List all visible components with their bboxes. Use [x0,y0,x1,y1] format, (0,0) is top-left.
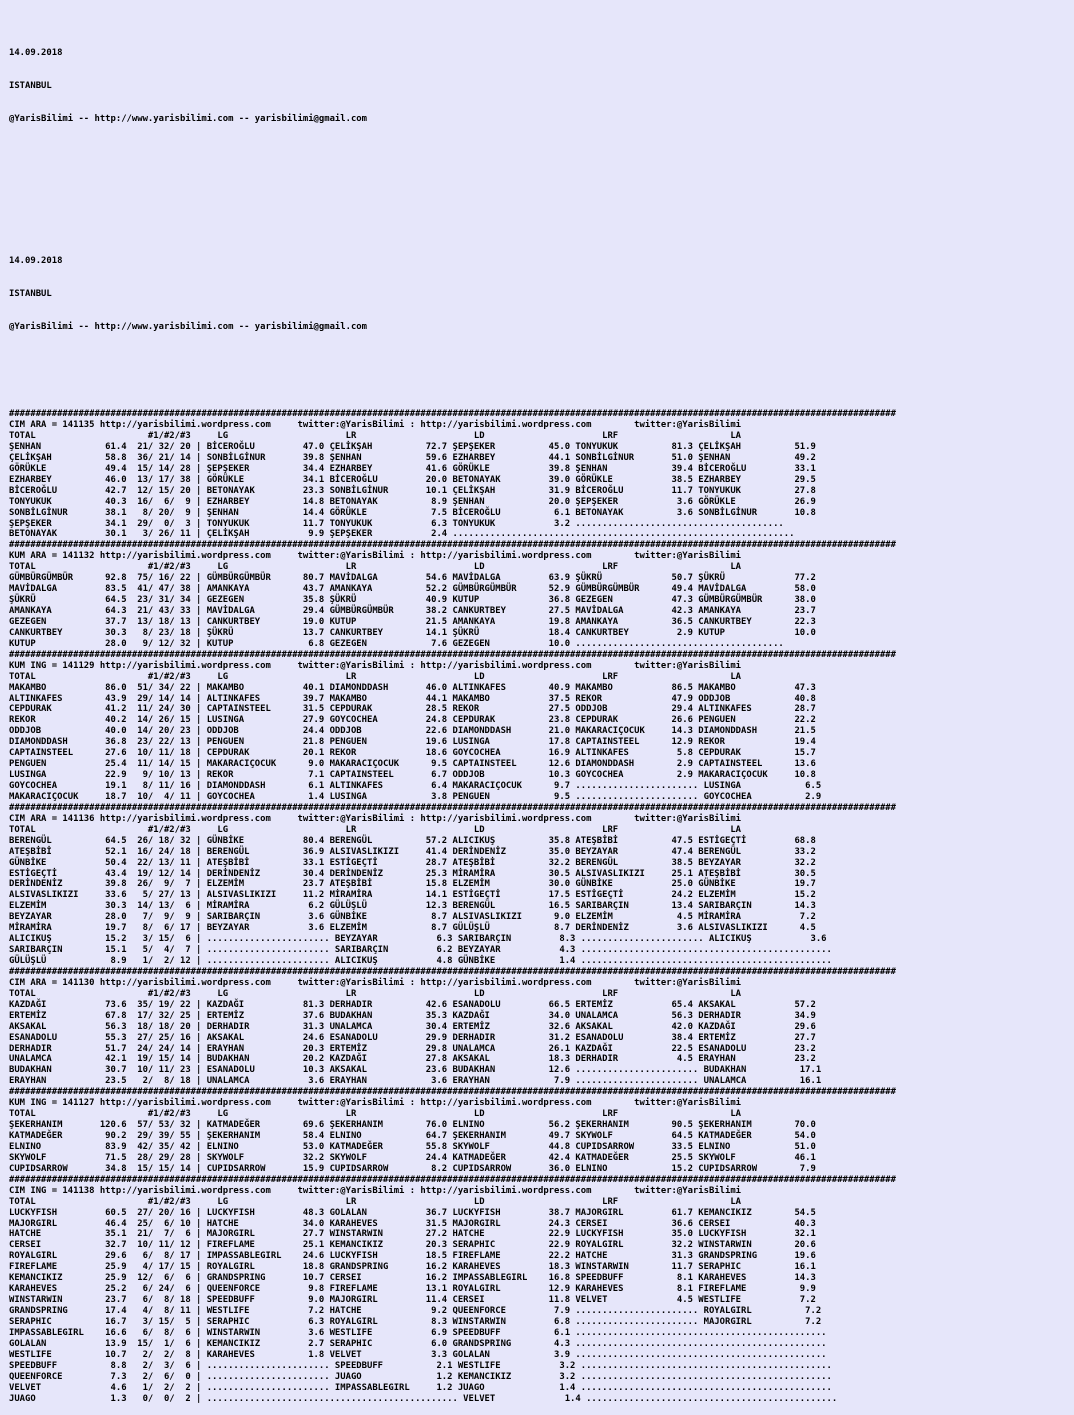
table-row: UNALAMCA 42.1 19/ 15/ 14 | BUDAKHAN 20.2 KAZDAĞI 27.8 AKSAKAL 18.3 DERHADIR 4.5 ERAYHAN 23.2 [9,1054,816,1065]
table-row: ERTEMİZ 67.8 17/ 32/ 25 | ERTEMİZ 37.6 BUDAKHAN 35.3 KAZDAĞI 34.0 UNALAMCA 56.3 DERHADIR 34.9 [9,1010,816,1021]
table-row: CUPIDSARROW 34.8 15/ 15/ 14 | CUPIDSARROW 15.9 CUPIDSARROW 8.2 CUPIDSARROW 36.0 ELNINO 15.2 CUPIDSARROW 7.9 [9,1163,816,1174]
table-row: DERİNDENİZ 39.8 26/ 9/ 7 | ELZEMİM 23.7 ATEŞBİBİ 15.8 ELZEMİM 30.0 GÜNBİKE 25.0 GÜNBİKE 19.7 [9,879,816,890]
table-row: GÜMBÜRGÜMBÜR 92.8 75/ 16/ 22 | GÜMBÜRGÜMBÜR 80.7 MAVİDALGA 54.6 MAVİDALGA 63.9 ŞÜKRÜ 50.7 ŞÜKRÜ 77.2 [9,573,816,584]
table-row: ALSIVASLIKIZI 33.6 5/ 27/ 13 | ALSIVASLIKIZI 11.2 MİRAMİRA 14.1 ESTİGEÇTİ 17.5 ESTİGEÇTİ 24.2 ELZEMİM 15.2 [9,890,816,901]
table-row: BİCEROĞLU 42.7 12/ 15/ 20 | BETONAYAK 23.3 SONBİLGİNUR 10.1 ÇELİKŞAH 31.9 BİCEROĞLU 11.7 TONYUKUK 27.8 [9,485,816,496]
table-row: ALTINKAFES 43.9 29/ 14/ 14 | ALTINKAFES 39.7 MAKAMBO 44.1 MAKAMBO 37.5 REKOR 47.9 ODDJOB 40.8 [9,693,816,704]
table-row: ATEŞBİBİ 52.1 16/ 24/ 18 | BERENGÜL 36.9 ALSIVASLIKIZI 41.4 DERİNDENİZ 35.0 BEYZAYAR 47.4 BERENGÜL 33.2 [9,846,816,857]
table-row: CAPTAINSTEEL 27.6 10/ 11/ 18 | CEPDURAK 20.1 REKOR 18.6 GOYCOCHEA 16.9 ALTINKAFES 5.8 CEPDURAK 15.7 [9,748,816,759]
column-headers: TOTAL #1/#2/#3 LG LR LD LRF LA [9,988,742,999]
race-section [9,540,1064,649]
separator-line: ###################################################################################################################################################################### [9,802,896,813]
table-row: KEMANCIKIZ 25.9 12/ 6/ 6 | GRANDSPRING 10.7 CERSEI 16.2 IMPASSABLEGIRL 16.8 SPEEDBUFF 8.1 KARAHEVES 14.3 [9,1273,816,1284]
column-headers: TOTAL #1/#2/#3 LG LR LD LRF LA [9,671,742,682]
table-row: ESANADOLU 55.3 27/ 25/ 16 | AKSAKAL 24.6 ESANADOLU 29.9 DERHADIR 31.2 ESANADOLU 38.4 ERTEMİZ 27.7 [9,1032,816,1043]
race-section [9,650,1064,803]
race-heading: KUM ING = 141127 http://yarisbilimi.wordpress.com twitter:@YarisBilimi : http://yarisbilimi.wordpress.com twitter:@YarisBilimi [9,1098,742,1109]
table-row: WINSTARWIN 23.7 6/ 8/ 18 | SPEEDBUFF 9.0 MAJORGIRL 11.4 CERSEI 11.8 VELVET 4.5 WESTLIFE 7.2 [9,1295,816,1306]
header-block-1 [9,26,1064,146]
table-row: BETONAYAK 30.1 3/ 26/ 11 | ÇELİKŞAH 9.9 ŞEPŞEKER 2.4 ................................................................ [9,529,795,540]
table-row: EZHARBEY 46.0 13/ 17/ 38 | GÖRÜKLE 34.1 BİCEROĞLU 20.0 BETONAYAK 39.0 GÖRÜKLE 38.5 EZHARBEY 29.5 [9,474,816,485]
table-row: GÖRÜKLE 49.4 15/ 14/ 28 | ŞEPŞEKER 34.4 EZHARBEY 41.6 GÖRÜKLE 39.8 ŞENHAN 39.4 BİCEROĞLU 33.1 [9,463,816,474]
table-row: SKYWOLF 71.5 28/ 29/ 28 | SKYWOLF 32.2 SKYWOLF 24.4 KATMADEĞER 42.4 KATMADEĞER 25.5 SKYWOLF 46.1 [9,1152,816,1163]
table-row: WESTLIFE 10.7 2/ 2/ 8 | KARAHEVES 1.8 VELVET 3.3 GOLALAN 3.9 ............................................... [9,1349,827,1360]
table-row: ELZEMİM 30.3 14/ 13/ 6 | MİRAMİRA 6.2 GÜLÜŞLÜ 12.3 BERENGÜL 16.5 SARIBARÇIN 13.4 SARIBARÇIN 14.3 [9,901,816,912]
race-heading: CIM ARA = 141136 http://yarisbilimi.wordpress.com twitter:@YarisBilimi : http://yarisbilimi.wordpress.com twitter:@YarisBilimi [9,813,742,824]
table-row: ŞENHAN 61.4 21/ 32/ 20 | BİCEROĞLU 47.0 ÇELİKŞAH 72.7 ŞEPŞEKER 45.0 TONYUKUK 81.3 ÇELİKŞAH 51.9 [9,441,816,452]
table-row: SARIBARÇIN 15.1 5/ 4/ 7 | ....................... SARIBARÇIN 6.2 BEYZAYAR 4.3 ............................................... [9,945,832,956]
table-row: GÜLÜŞLÜ 8.9 1/ 2/ 12 | ....................... ALICIKUŞ 4.8 GÜNBİKE 1.4 ............................................... [9,956,832,966]
column-headers: TOTAL #1/#2/#3 LG LR LD LRF LA [9,1109,742,1120]
table-row: ESTİGEÇTİ 43.4 19/ 12/ 14 | DERİNDENİZ 30.4 DERİNDENİZ 25.3 MİRAMİRA 30.5 ALSIVASLIKIZI 25.1 ATEŞBİBİ 30.5 [9,868,816,879]
table-row: KATMADEĞER 90.2 29/ 39/ 55 | ŞEKERHANIM 58.4 ELNINO 64.7 ŞEKERHANIM 49.7 SKYWOLF 64.5 KATMADEĞER 54.0 [9,1131,816,1141]
table-row: REKOR 40.2 14/ 26/ 15 | LUSINGA 27.9 GOYCOCHEA 24.8 CEPDURAK 23.8 CEPDURAK 26.6 PENGUEN 22.2 [9,715,816,726]
header-city: ISTANBUL [9,288,52,299]
race-section [9,803,1064,967]
header-date: 14.09.2018 [9,255,63,266]
header-date: 14.09.2018 [9,47,63,58]
table-row: MAKARACIÇOCUK 18.7 10/ 4/ 11 | GOYCOCHEA 1.4 LUSINGA 3.8 PENGUEN 9.5 ....................... GOYCOCHEA 2.9 [9,791,822,802]
separator-line: ###################################################################################################################################################################### [9,649,896,660]
table-row: JUAGO 1.3 0/ 0/ 2 | ............................................... VELVET 1.4 ............................................... [9,1393,838,1404]
table-row: AMANKAYA 64.3 21/ 43/ 33 | MAVİDALGA 29.4 GÜMBÜRGÜMBÜR 38.2 CANKURTBEY 27.5 MAVİDALGA 42.3 AMANKAYA 23.7 [9,606,816,616]
table-row: CERSEI 32.7 10/ 11/ 12 | FIREFLAME 25.1 KEMANCIKIZ 20.3 SERAPHIC 22.9 ROYALGIRL 32.2 WINSTARWIN 20.6 [9,1240,816,1251]
table-row: GEZEGEN 37.7 13/ 18/ 13 | CANKURTBEY 19.0 KUTUP 21.5 AMANKAYA 19.8 AMANKAYA 36.5 CANKURTBEY 22.3 [9,616,816,627]
race-heading: KUM ARA = 141132 http://yarisbilimi.wordpress.com twitter:@YarisBilimi : http://yarisbilimi.wordpress.com twitter:@YarisBilimi [9,551,742,562]
table-row: ERAYHAN 23.5 2/ 8/ 18 | UNALAMCA 3.6 ERAYHAN 3.6 ERAYHAN 7.9 ....................... UNALAMCA 16.1 [9,1076,822,1087]
table-row: KAZDAĞI 73.6 35/ 19/ 22 | KAZDAĞI 81.3 DERHADIR 42.6 ESANADOLU 66.5 ERTEMİZ 65.4 AKSAKAL 57.2 [9,999,816,1010]
table-row: DIAMONDDASH 36.8 23/ 22/ 13 | PENGUEN 21.8 PENGUEN 19.6 LUSINGA 17.8 CAPTAINSTEEL 12.9 REKOR 19.4 [9,737,816,748]
table-row: ÇELİKŞAH 58.8 36/ 21/ 14 | SONBİLGİNUR 39.8 ŞENHAN 59.6 EZHARBEY 44.1 SONBİLGİNUR 51.0 ŞENHAN 49.2 [9,452,816,463]
table-row: HATCHE 35.1 21/ 7/ 6 | MAJORGIRL 27.7 WINSTARWIN 27.2 HATCHE 22.9 LUCKYFISH 35.0 LUCKYFISH 32.1 [9,1229,816,1240]
table-row: QUEENFORCE 7.3 2/ 6/ 0 | ....................... JUAGO 1.2 KEMANCIKIZ 3.2 ............................................... [9,1371,832,1382]
table-row: MAJORGIRL 46.4 25/ 6/ 10 | HATCHE 34.0 KARAHEVES 31.5 MAJORGIRL 24.3 CERSEI 36.6 CERSEI 40.3 [9,1218,816,1229]
table-row: IMPASSABLEGIRL 16.6 6/ 8/ 6 | WINSTARWIN 3.6 WESTLIFE 6.9 SPEEDBUFF 6.1 ............................................... [9,1327,827,1338]
table-row: TONYUKUK 40.3 16/ 6/ 9 | EZHARBEY 14.8 BETONAYAK 8.9 ŞENHAN 20.0 ŞEPŞEKER 3.6 GÖRÜKLE 26.9 [9,496,816,507]
race-section [9,1175,1064,1405]
table-row: CANKURTBEY 30.3 8/ 23/ 18 | ŞÜKRÜ 13.7 CANKURTBEY 14.1 ŞÜKRÜ 18.4 CANKURTBEY 2.9 KUTUP 10.0 [9,627,816,638]
table-row: FIREFLAME 25.9 4/ 17/ 15 | ROYALGIRL 18.8 GRANDSPRING 16.2 KARAHEVES 18.3 WINSTARWIN 11.7 SERAPHIC 16.1 [9,1262,816,1273]
table-row: SPEEDBUFF 8.8 2/ 3/ 6 | ....................... SPEEDBUFF 2.1 WESTLIFE 3.2 ............................................... [9,1360,832,1371]
table-row: MAVİDALGA 83.5 41/ 47/ 38 | AMANKAYA 43.7 AMANKAYA 52.2 GÜMBÜRGÜMBÜR 52.9 GÜMBÜRGÜMBÜR 49.4 MAVİDALGA 58.0 [9,584,816,595]
table-row: AKSAKAL 56.3 18/ 18/ 20 | DERHADIR 31.3 UNALAMCA 30.4 ERTEMİZ 32.6 AKSAKAL 42.0 KAZDAĞI 29.6 [9,1021,816,1032]
table-row: LUCKYFISH 60.5 27/ 20/ 16 | LUCKYFISH 48.3 GOLALAN 36.7 LUCKYFISH 38.7 MAJORGIRL 61.7 KEMANCIKIZ 54.5 [9,1207,816,1218]
race-heading: CIM ARA = 141130 http://yarisbilimi.wordpress.com twitter:@YarisBilimi : http://yarisbilimi.wordpress.com twitter:@YarisBilimi [9,977,742,988]
table-row: MAKAMBO 86.0 51/ 34/ 22 | MAKAMBO 40.1 DIAMONDDASH 46.0 ALTINKAFES 40.9 MAKAMBO 86.5 MAKAMBO 47.3 [9,682,816,693]
table-row: GRANDSPRING 17.4 4/ 8/ 11 | WESTLIFE 7.2 HATCHE 9.2 QUEENFORCE 7.9 ....................... ROYALGIRL 7.2 [9,1306,822,1316]
race-section [9,1087,1064,1175]
race-heading: KUM ING = 141129 http://yarisbilimi.wordpress.com twitter:@YarisBilimi : http://yarisbilimi.wordpress.com twitter:@YarisBilimi [9,660,742,671]
table-row: VELVET 4.6 1/ 2/ 2 | ....................... IMPASSABLEGIRL 1.2 JUAGO 1.4 ............................................... [9,1382,832,1393]
table-row: SERAPHIC 16.7 3/ 15/ 5 | SERAPHIC 6.3 ROYALGIRL 8.3 WINSTARWIN 6.8 ....................... MAJORGIRL 7.2 [9,1316,822,1327]
table-row: ALICIKUŞ 15.2 3/ 15/ 6 | ....................... BEYZAYAR 6.3 SARIBARÇIN 8.3 ....................... ALICIKUŞ 3.6 [9,934,827,945]
column-headers: TOTAL #1/#2/#3 LG LR LD LRF LA [9,824,742,835]
table-row: GOLALAN 13.9 15/ 1/ 6 | KEMANCIKIZ 2.7 SERAPHIC 6.0 GRANDSPRING 4.3 ............................................... [9,1338,827,1349]
header-contact: @YarisBilimi -- http://www.yarisbilimi.com -- yarisbilimi@gmail.com [9,321,367,332]
race-section [9,967,1064,1087]
header-block-2 [9,234,1064,354]
column-headers: TOTAL #1/#2/#3 LG LR LD LRF LA [9,431,742,441]
separator-line: ###################################################################################################################################################################### [9,409,896,420]
separator-line: ###################################################################################################################################################################### [9,540,896,551]
table-row: ŞEPŞEKER 34.1 29/ 0/ 3 | TONYUKUK 11.7 TONYUKUK 6.3 TONYUKUK 3.2 ....................................... [9,518,784,529]
race-heading: CIM ING = 141138 http://yarisbilimi.wordpress.com twitter:@YarisBilimi : http://yarisbilimi.wordpress.com twitter:@YarisBilimi [9,1185,742,1196]
table-row: ŞEKERHANIM 120.6 57/ 53/ 32 | KATMADEĞER 69.6 ŞEKERHANIM 76.0 ELNINO 56.2 ŞEKERHANIM 90.5 ŞEKERHANIM 70.0 [9,1120,816,1131]
column-headers: TOTAL #1/#2/#3 LG LR LD LRF LA [9,1196,742,1207]
table-row: ROYALGIRL 29.6 6/ 8/ 17 | IMPASSABLEGIRL 24.6 LUCKYFISH 18.5 FIREFLAME 22.2 HATCHE 31.3 GRANDSPRING 19.6 [9,1251,816,1262]
table-row: BERENGÜL 64.5 26/ 18/ 32 | GÜNBİKE 80.4 BERENGÜL 57.2 ALICIKUŞ 35.8 ATEŞBİBİ 47.5 ESTİGEÇTİ 68.8 [9,835,816,846]
table-row: LUSINGA 22.9 9/ 10/ 13 | REKOR 7.1 CAPTAINSTEEL 6.7 ODDJOB 10.3 GOYCOCHEA 2.9 MAKARACIÇOCUK 10.8 [9,770,816,781]
table-row: DERHADIR 51.7 24/ 24/ 14 | ERAYHAN 20.3 ERTEMİZ 29.8 UNALAMCA 26.1 KAZDAĞI 22.5 ESANADOLU 23.2 [9,1043,816,1054]
header-contact: @YarisBilimi -- http://www.yarisbilimi.com -- yarisbilimi@gmail.com [9,113,367,124]
race-tables [9,409,1064,1404]
table-row: KARAHEVES 25.2 6/ 24/ 6 | QUEENFORCE 9.8 FIREFLAME 13.1 ROYALGIRL 12.9 KARAHEVES 8.1 FIREFLAME 9.9 [9,1284,816,1295]
header-city: ISTANBUL [9,80,52,91]
table-row: ŞÜKRÜ 64.5 23/ 31/ 34 | GEZEGEN 35.8 ŞÜKRÜ 40.9 KUTUP 36.8 GEZEGEN 47.3 GÜMBÜRGÜMBÜR 38.0 [9,595,816,606]
table-row: MİRAMİRA 19.7 8/ 6/ 17 | BEYZAYAR 3.6 ELZEMİM 8.7 GÜLÜŞLÜ 8.7 DERİNDENİZ 3.6 ALSIVASLIKIZI 4.5 [9,923,816,934]
table-row: SONBİLGİNUR 38.1 8/ 20/ 9 | ŞENHAN 14.4 GÖRÜKLE 7.5 BİCEROĞLU 6.1 BETONAYAK 3.6 SONBİLGİNUR 10.8 [9,507,816,518]
separator-line: ###################################################################################################################################################################### [9,1087,896,1098]
column-headers: TOTAL #1/#2/#3 LG LR LD LRF LA [9,562,742,573]
table-row: KUTUP 28.0 9/ 12/ 32 | KUTUP 6.8 GEZEGEN 7.6 GEZEGEN 10.0 ....................................... [9,638,784,649]
table-row: GOYCOCHEA 19.1 8/ 11/ 16 | DIAMONDDASH 6.1 ALTINKAFES 6.4 MAKARACIÇOCUK 9.7 ....................... LUSINGA 6.5 [9,781,822,791]
separator-line: ###################################################################################################################################################################### [9,966,896,977]
separator-line: ###################################################################################################################################################################### [9,1174,896,1185]
race-section [9,409,1064,540]
table-row: ELNINO 83.9 42/ 35/ 42 | ELNINO 53.0 KATMADEĞER 55.8 SKYWOLF 44.8 CUPIDSARROW 33.5 ELNINO 51.0 [9,1141,816,1152]
table-row: PENGUEN 25.4 11/ 14/ 15 | MAKARACIÇOCUK 9.0 MAKARACIÇOCUK 9.5 CAPTAINSTEEL 12.6 DIAMONDDASH 2.9 CAPTAINSTEEL 13.6 [9,759,816,770]
table-row: CEPDURAK 41.2 11/ 24/ 30 | CAPTAINSTEEL 31.5 CEPDURAK 28.5 REKOR 27.5 ODDJOB 29.4 ALTINKAFES 28.7 [9,704,816,715]
table-row: GÜNBİKE 50.4 22/ 13/ 11 | ATEŞBİBİ 33.1 ESTİGEÇTİ 28.7 ATEŞBİBİ 32.2 BERENGÜL 38.5 BEYZAYAR 32.2 [9,857,816,868]
table-row: BEYZAYAR 28.0 7/ 9/ 9 | SARIBARÇIN 3.6 GÜNBİKE 8.7 ALSIVASLIKIZI 9.0 ELZEMİM 4.5 MİRAMİRA 7.2 [9,912,816,923]
table-row: BUDAKHAN 30.7 10/ 11/ 23 | ESANADOLU 10.3 AKSAKAL 23.6 BUDAKHAN 12.6 ....................... BUDAKHAN 17.1 [9,1065,822,1076]
table-row: ODDJOB 40.0 14/ 20/ 23 | ODDJOB 24.4 ODDJOB 22.6 DIAMONDDASH 21.0 MAKARACIÇOCUK 14.3 DIAMONDDASH 21.5 [9,726,816,737]
race-heading: CIM ARA = 141135 http://yarisbilimi.wordpress.com twitter:@YarisBilimi : http://yarisbilimi.wordpress.com twitter:@YarisBilimi [9,420,742,431]
